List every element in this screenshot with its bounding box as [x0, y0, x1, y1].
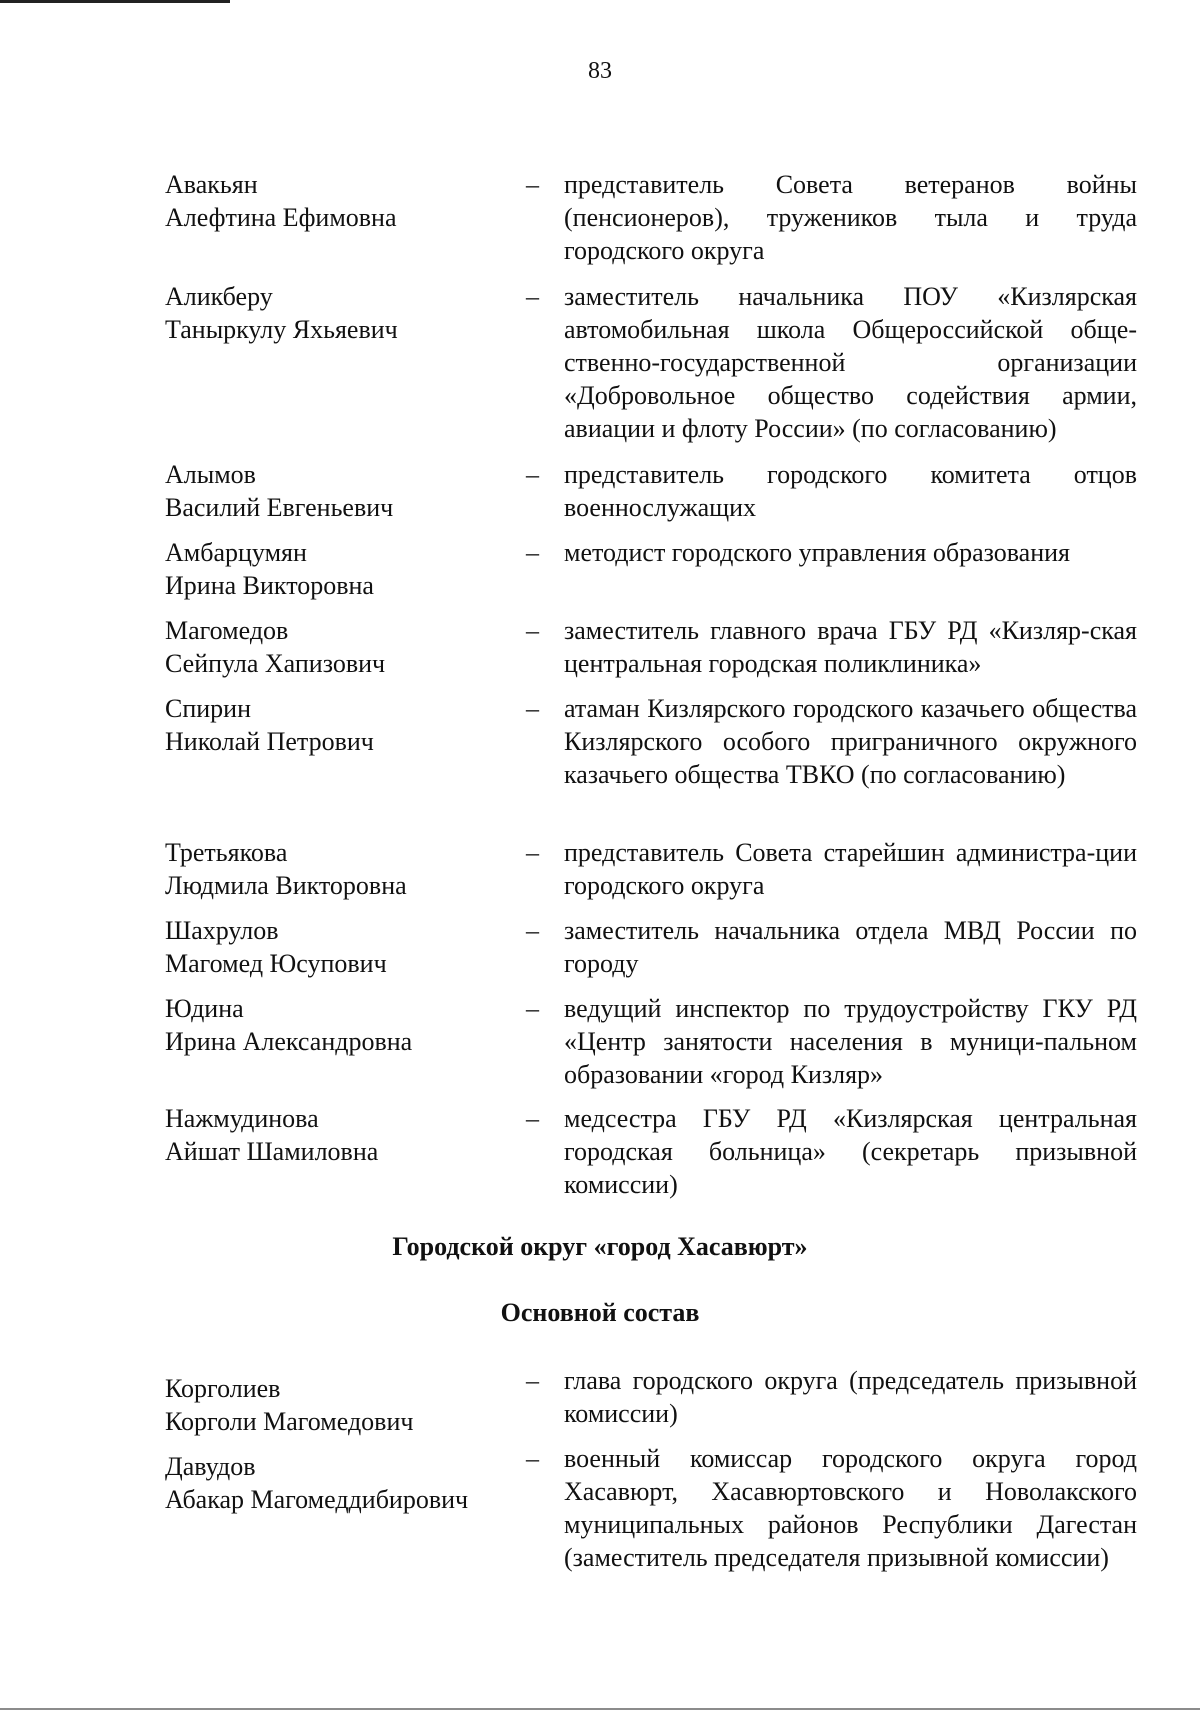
- page-number: 83: [588, 58, 612, 84]
- member-given-name: Абакар Магомеддибирович: [165, 1485, 469, 1514]
- member-role: методист городского управления образования: [564, 538, 1071, 567]
- member-name: [165, 458, 495, 524]
- member-name: [165, 836, 495, 902]
- scan-edge-bottom: [0, 1708, 1200, 1710]
- member-name: [165, 1102, 495, 1168]
- member-surname: Нажмудинова: [165, 1104, 319, 1133]
- member-name: [165, 692, 495, 758]
- member-name: [165, 992, 495, 1058]
- dash-separator: –: [526, 838, 539, 867]
- member-surname: Амбарцумян: [165, 538, 307, 567]
- dash-separator: –: [526, 616, 539, 645]
- dash-separator: –: [526, 538, 539, 567]
- member-role: представитель Совета старейшин администра-ции городского округа: [564, 838, 1137, 900]
- dash-separator: –: [526, 694, 539, 723]
- member-role: глава городского округа (председатель призывной комиссии): [564, 1366, 1137, 1428]
- member-given-name: Ирина Викторовна: [165, 571, 374, 600]
- member-surname: Шахрулов: [165, 916, 279, 945]
- dash-separator: –: [526, 1366, 539, 1395]
- member-role: атаман Кизлярского городского казачьего общества Кизлярского особого приграничного окружного казачьего общества ТВКО (по согласованию): [564, 694, 1137, 789]
- member-role: представитель городского комитета отцов военнослужащих: [564, 460, 1137, 522]
- member-given-name: Николай Петрович: [165, 727, 374, 756]
- member-name: [165, 168, 495, 234]
- dash-separator: –: [526, 170, 539, 199]
- member-given-name: Василий Евгеньевич: [165, 493, 394, 522]
- dash-separator: –: [526, 1104, 539, 1133]
- member-given-name: Людмила Викторовна: [165, 871, 407, 900]
- member-role: представитель Совета ветеранов войны (пенсионеров), тружеников тыла и труда городского округа: [564, 170, 1137, 265]
- dash-separator: –: [526, 282, 539, 311]
- member-name: [165, 536, 495, 602]
- member-role: медсестра ГБУ РД «Кизлярская центральная городская больница» (секретарь призывной комиссии): [564, 1104, 1137, 1199]
- member-surname: Юдина: [165, 994, 244, 1023]
- member-name: [165, 614, 495, 680]
- member-role: заместитель главного врача ГБУ РД «Кизляр-ская центральная городская поликлиника»: [564, 616, 1137, 678]
- member-given-name: Ирина Александровна: [165, 1027, 413, 1056]
- dash-separator: –: [526, 1444, 539, 1473]
- member-surname: Спирин: [165, 694, 251, 723]
- member-given-name: Корголи Магомедович: [165, 1407, 414, 1436]
- dash-separator: –: [526, 916, 539, 945]
- dash-separator: –: [526, 994, 539, 1023]
- member-role: ведущий инспектор по трудоустройству ГКУ РД «Центр занятости населения в муници-пальном образовании «город Кизляр»: [564, 994, 1137, 1089]
- member-name: [165, 1372, 495, 1438]
- member-name: [165, 914, 495, 980]
- dash-separator: –: [526, 460, 539, 489]
- member-name: [165, 280, 495, 346]
- member-role: заместитель начальника отдела МВД России по городу: [564, 916, 1137, 978]
- member-given-name: Магомед Юсупович: [165, 949, 387, 978]
- subsection-heading: Основной состав: [500, 1298, 700, 1327]
- member-given-name: Таныркулу Яхьяевич: [165, 315, 398, 344]
- section-heading: Городской округ «город Хасавюрт»: [392, 1232, 808, 1261]
- member-given-name: Айшат Шамиловна: [165, 1137, 379, 1166]
- member-role: военный комиссар городского округа город Хасавюрт, Хасавюртовского и Новолакского муниципальных районов Республики Дагестан (заместитель председателя призывной комиссии): [564, 1444, 1137, 1572]
- member-given-name: Алефтина Ефимовна: [165, 203, 397, 232]
- member-role: заместитель начальника ПОУ «Кизлярская автомобильная школа Общероссийской обще-ственно-государственной организации «Добровольное общество содействия армии, авиации и флоту России» (по согласованию): [564, 282, 1137, 443]
- member-surname: Магомедов: [165, 616, 289, 645]
- member-given-name: Сейпула Хапизович: [165, 649, 386, 678]
- member-surname: Аликберу: [165, 282, 273, 311]
- member-surname: Авакьян: [165, 170, 258, 199]
- member-surname: Корголиев: [165, 1374, 281, 1403]
- member-name: [165, 1450, 495, 1516]
- member-surname: Давудов: [165, 1452, 256, 1481]
- scan-edge-top: [0, 0, 230, 3]
- member-surname: Алымов: [165, 460, 256, 489]
- member-surname: Третьякова: [165, 838, 288, 867]
